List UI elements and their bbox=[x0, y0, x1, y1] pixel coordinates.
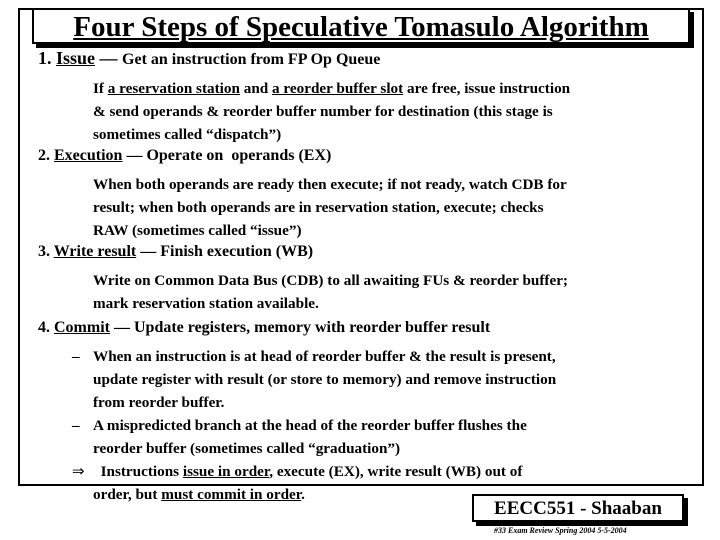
text-fragment: and bbox=[239, 80, 273, 97]
step-2-heading bbox=[38, 147, 331, 165]
text-fragment: . bbox=[301, 486, 305, 503]
text-fragment: Instructions bbox=[93, 463, 183, 480]
step-3-name: Write result bbox=[53, 243, 137, 260]
step-2-description bbox=[93, 173, 693, 242]
step-4-arrow-line-1 bbox=[72, 460, 556, 483]
step-3-summary: Finish execution (WB) bbox=[160, 243, 314, 260]
step-1-dash: — bbox=[99, 48, 118, 68]
step-4-bullet-2-line-2: reorder buffer (sometimes called “graduation”) bbox=[93, 440, 401, 457]
step-3-heading bbox=[38, 243, 313, 261]
step-2-desc-line-1: When both operands are ready then execute; if not ready, watch CDB for bbox=[93, 176, 567, 193]
step-4-number: 4. bbox=[38, 319, 50, 336]
step-1-heading bbox=[38, 48, 380, 69]
step-4-name: Commit bbox=[54, 319, 110, 336]
step-2-desc-line-2: result; when both operands are in reservation station, execute; checks bbox=[93, 199, 544, 216]
step-1-description bbox=[93, 77, 693, 146]
step-1-name: Issue bbox=[56, 48, 96, 68]
step-3-number: 3. bbox=[38, 243, 50, 260]
text-fragment: are free, issue instruction bbox=[403, 80, 571, 97]
step-2-name: Execution bbox=[54, 147, 123, 164]
step-4-description bbox=[72, 345, 556, 506]
step-4-bullet-2-line-1 bbox=[72, 414, 556, 437]
title-box bbox=[32, 8, 690, 44]
text-fragment: When an instruction is at head of reorder buffer & the result is present, bbox=[93, 348, 556, 365]
text-fragment: If bbox=[93, 80, 108, 97]
step-2-dash: — bbox=[126, 147, 143, 164]
slide-footnote: #33 Exam Review Spring 2004 5-5-2004 bbox=[494, 526, 627, 535]
step-4-bullet-1-line-3: from reorder buffer. bbox=[93, 394, 225, 411]
step-3-description bbox=[93, 269, 693, 315]
step-4-dash: — bbox=[113, 319, 130, 336]
text-fragment: , execute (EX), write result (WB) out of bbox=[269, 463, 523, 480]
text-fragment: A mispredicted branch at the head of the reorder buffer flushes the bbox=[93, 417, 527, 434]
underlined-term: a reservation station bbox=[107, 80, 240, 97]
right-double-arrow-icon: ⇒ bbox=[72, 462, 85, 480]
text-fragment: order, but bbox=[93, 486, 162, 503]
step-3-desc-line-1: Write on Common Data Bus (CDB) to all awaiting FUs & reorder buffer; bbox=[93, 272, 568, 289]
step-4-bullet-1-line-2: update register with result (or store to memory) and remove instruction bbox=[93, 371, 557, 388]
step-2-summary: Operate on operands (EX) bbox=[146, 147, 332, 164]
slide-title: Four Steps of Speculative Tomasulo Algorithm bbox=[73, 11, 649, 43]
dash-bullet: – bbox=[72, 348, 80, 365]
step-3-desc-line-2: mark reservation station available. bbox=[93, 295, 319, 312]
step-1-desc-line-2: & send operands & reorder buffer number for destination (this stage is bbox=[93, 103, 553, 120]
step-1-summary: Get an instruction from FP Op Queue bbox=[122, 51, 381, 68]
course-label: EECC551 - Shaaban bbox=[494, 498, 662, 519]
step-1-number: 1. bbox=[38, 48, 52, 68]
underlined-term: must commit in order bbox=[161, 486, 302, 503]
underlined-term: a reorder buffer slot bbox=[272, 80, 404, 97]
step-4-heading bbox=[38, 319, 490, 337]
step-1-desc-line-3: sometimes called “dispatch”) bbox=[93, 126, 282, 143]
step-4-bullet-1-line-1 bbox=[72, 345, 556, 368]
course-label-box bbox=[472, 494, 684, 522]
step-3-dash: — bbox=[140, 243, 157, 260]
dash-bullet: – bbox=[72, 417, 80, 434]
underlined-term: issue in order bbox=[182, 463, 270, 480]
step-4-summary: Update registers, memory with reorder buffer result bbox=[133, 319, 491, 336]
step-1-desc-line-1 bbox=[93, 77, 693, 100]
step-2-desc-line-3: RAW (sometimes called “issue”) bbox=[93, 222, 302, 239]
step-2-number: 2. bbox=[38, 147, 50, 164]
